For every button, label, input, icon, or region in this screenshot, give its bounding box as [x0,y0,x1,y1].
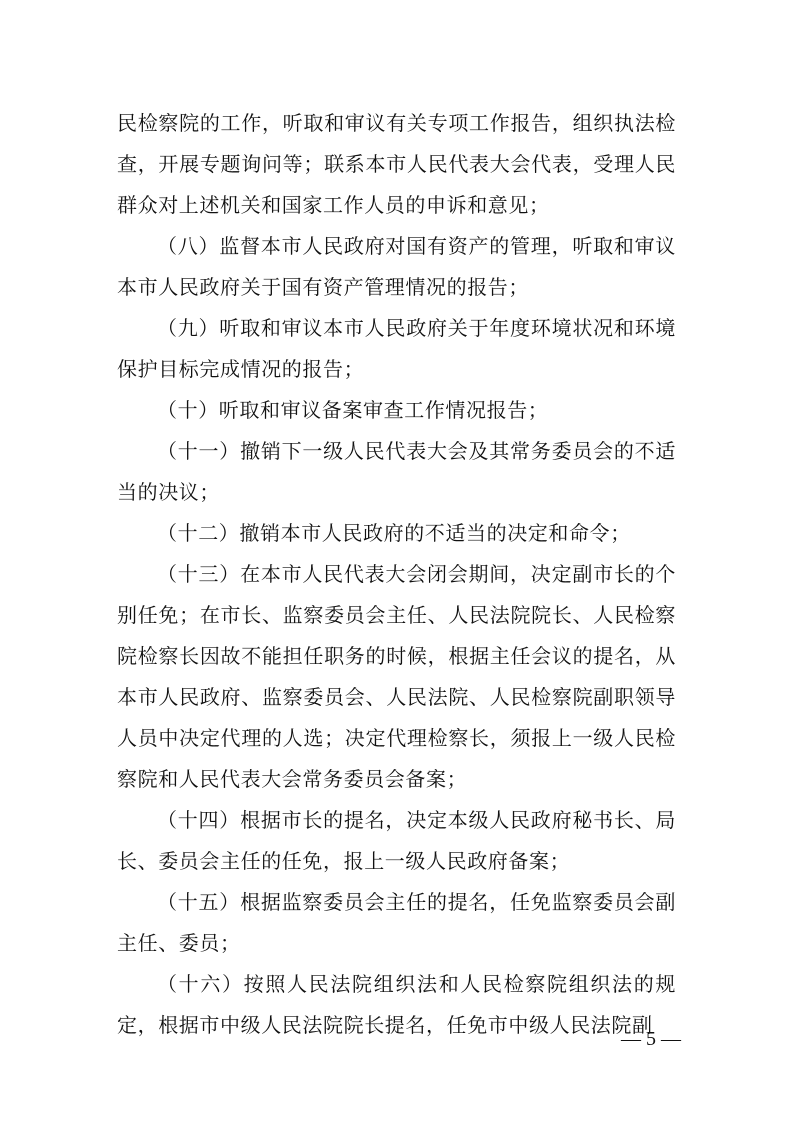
paragraph-item-13: （十三）在本市人民代表大会闭会期间，决定副市长的个别任免；在市长、监察委员会主任、人民法院院长、人民检察院检察长因故不能担任职务的时候，根据主任会议的提名，从本市人民政府、监察委员会、人民法院、人民检察院副职领导人员中决定代理的人选；决定代理检察长，须报上一级人民检察院和人民代表大会常务委员会备案； [117,562,676,791]
paragraph-item-16: （十六）按照人民法院组织法和人民检察院组织法的规定，根据市中级人民法院院长提名，任免市中级人民法院副 [117,972,676,1037]
paragraph-item-12: （十二）撤销本市人民政府的不适当的决定和命令； [157,521,631,545]
paragraph-item-8: （八）监督本市人民政府对国有资产的管理，听取和审议本市人民政府关于国有资产管理情况的报告； [117,234,676,299]
paragraph-item-9: （九）听取和审议本市人民政府关于年度环境状况和环境保护目标完成情况的报告； [117,316,676,381]
page-number: — 5 — [621,1028,681,1050]
paragraph-item-11: （十一）撤销下一级人民代表大会及其常务委员会的不适当的决议； [117,439,676,504]
paragraph-item-15: （十五）根据监察委员会主任的提名，任免监察委员会副主任、委员； [117,890,676,955]
paragraph-continuation: 民检察院的工作，听取和审议有关专项工作报告，组织执法检查，开展专题询问等；联系本市人民代表大会代表，受理人民群众对上述机关和国家工作人员的申诉和意见； [117,111,676,217]
paragraph-item-10: （十）听取和审议备案审查工作情况报告； [157,398,549,422]
paragraph-item-14: （十四）根据市长的提名，决定本级人民政府秘书长、局长、委员会主任的任免，报上一级人民政府备案； [117,808,676,873]
body-text [117,103,676,1046]
